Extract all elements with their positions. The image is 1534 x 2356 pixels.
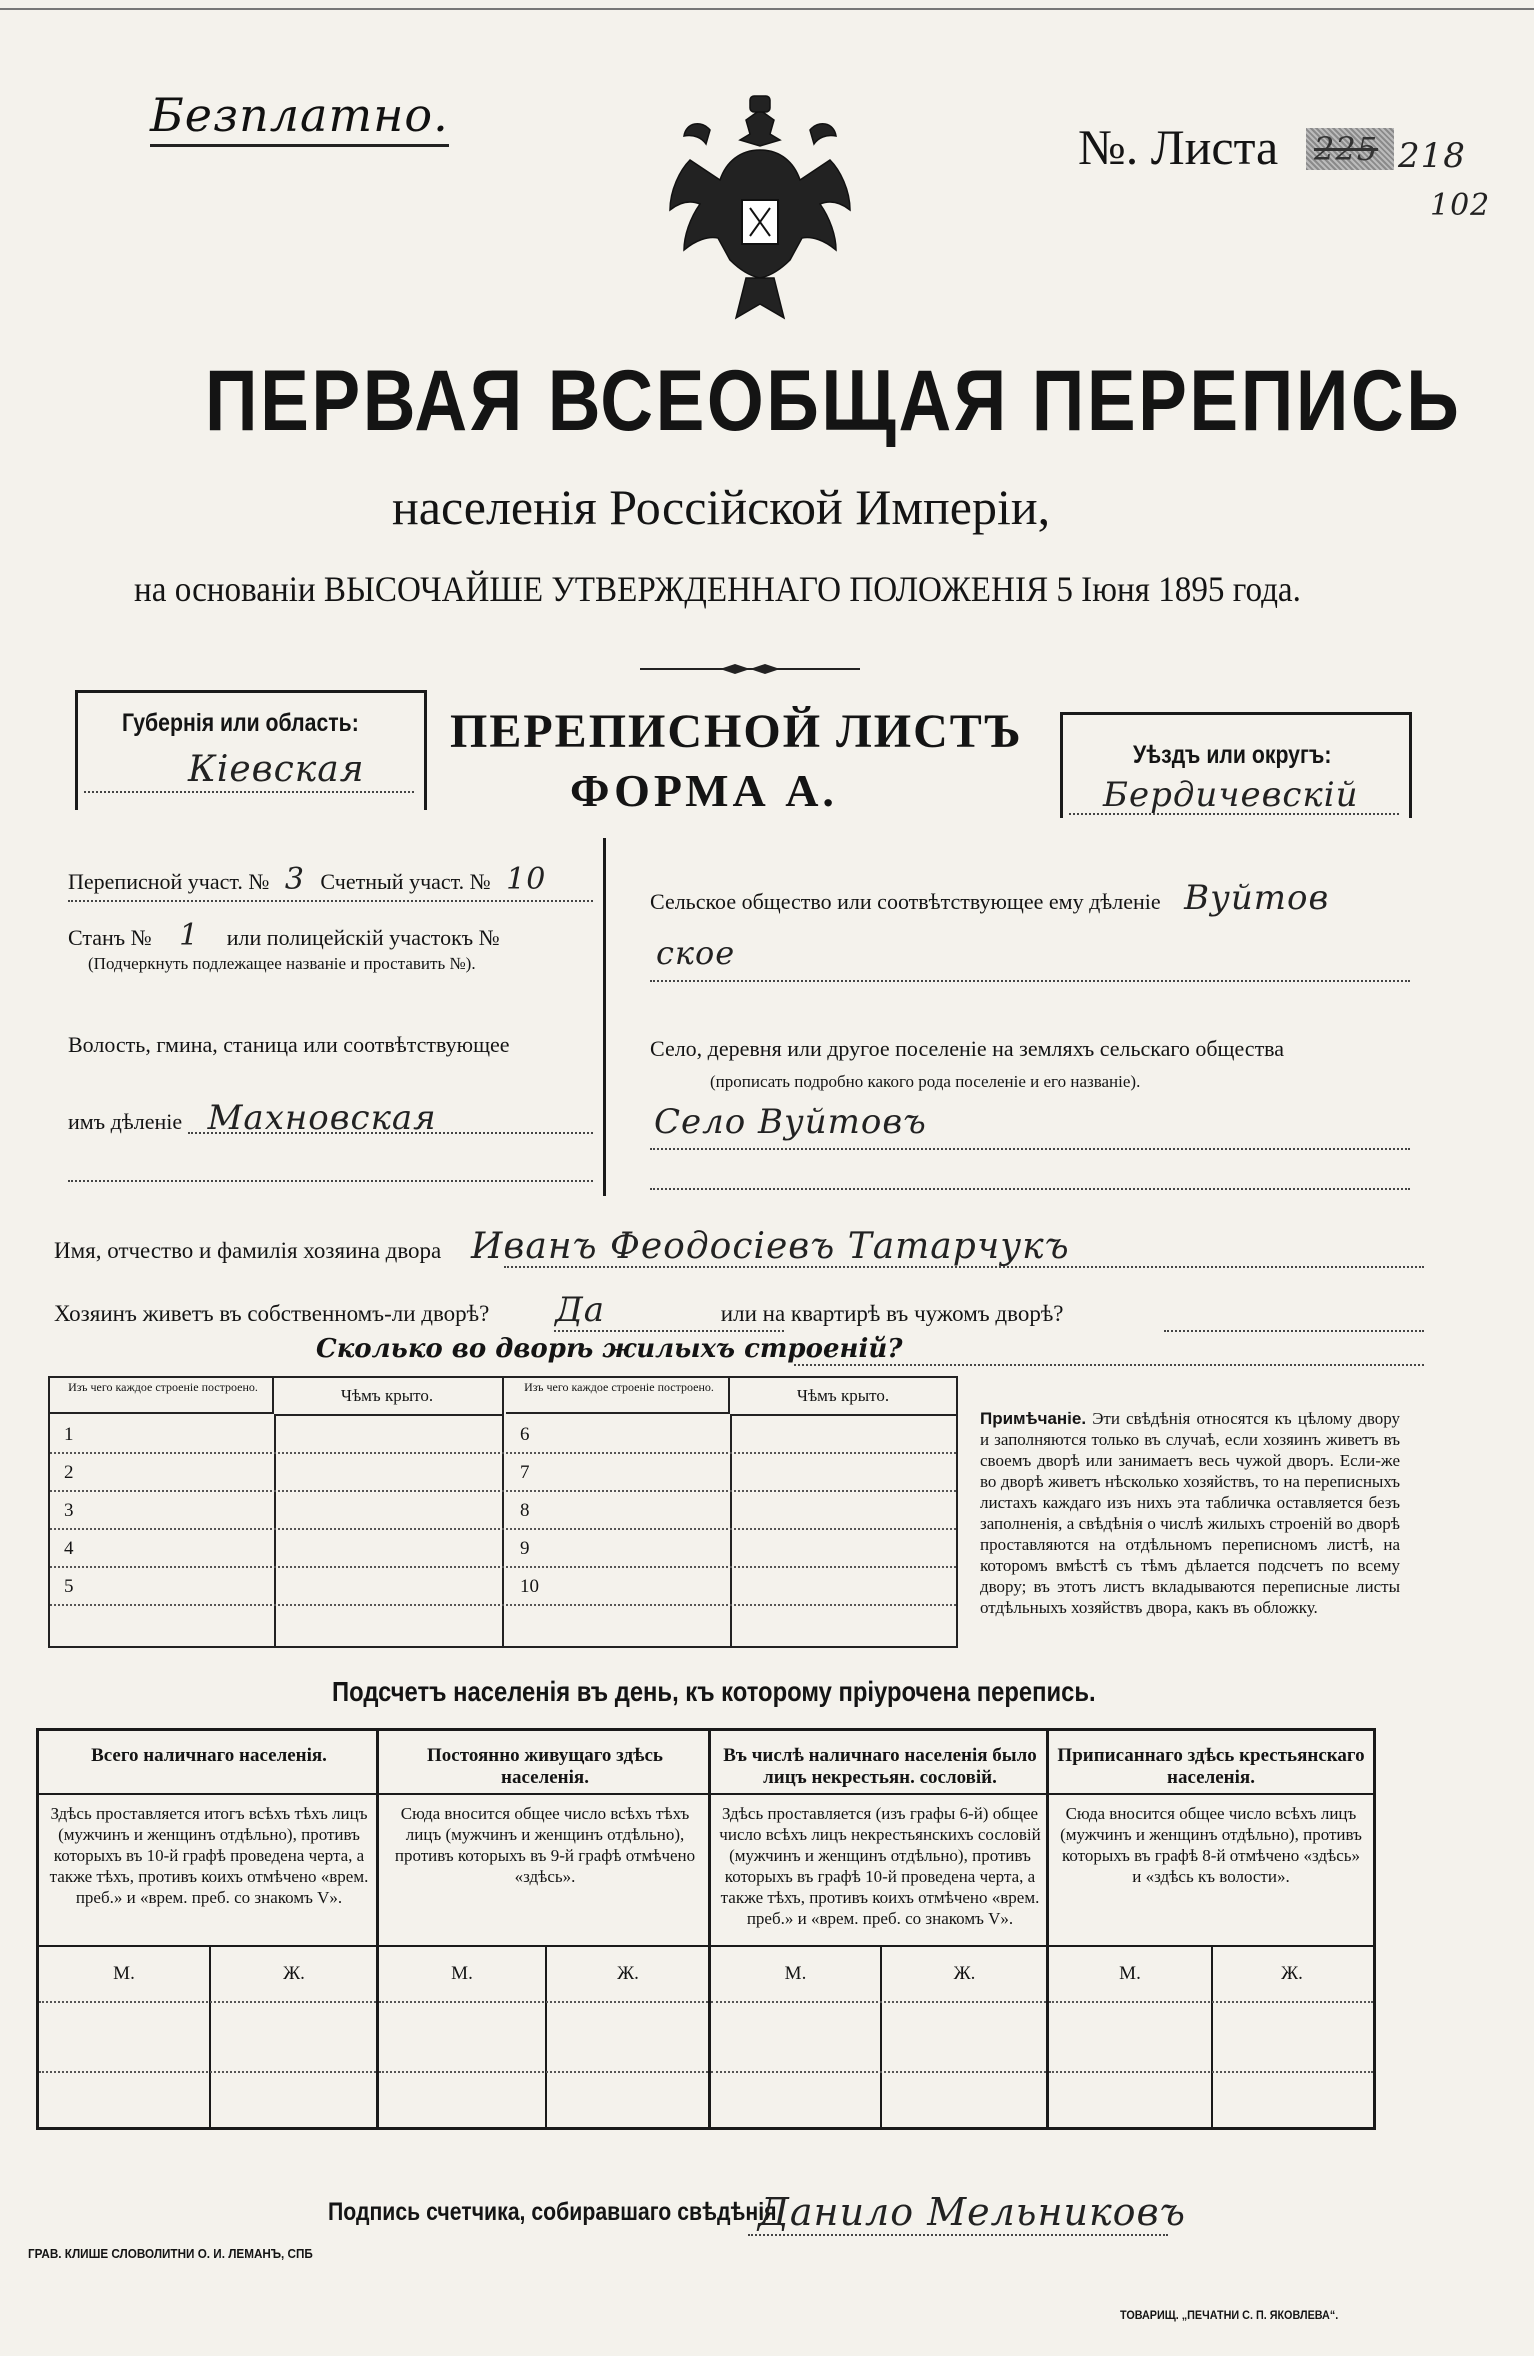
signature-row [328, 2190, 1328, 2250]
population-head-rule [1049, 1793, 1373, 1795]
sheet-number-label: №. Листа [1078, 119, 1279, 175]
male-label: М. [113, 1963, 135, 1984]
note-text: Эти свѣдѣнія относятся къ цѣлому двору и заполняются только въ случаѣ, если хозяинъ живетъ въ своемъ дворѣ или занимаетъ весь чужой дворъ. Если-же во дворѣ живетъ нѣсколько хозяйствъ, то на переписныхъ листахъ каждаго изъ нихъ эта табличка оставляется безъ заполненія, а свѣдѣнія о числѣ жилыхъ строеній во дворѣ проставляются на отдѣльномъ переписномъ листѣ, на которомъ вмѣстѣ съ тѣмъ дѣлается подсчетъ по всему двору; въ этотъ листъ вкладываются переписные листы отдѣльныхъ хозяйствъ двора, какъ въ обложку. [980, 1409, 1401, 1617]
population-column-head: Постоянно живущаго здѣсь населенія. [427, 1745, 663, 1788]
perepis-uchastok-hw: 3 [284, 862, 305, 897]
society-hw: Вуйтов [1184, 878, 1330, 918]
population-table [36, 1728, 1376, 2130]
female-label: Ж. [953, 1963, 976, 1984]
population-title: Подсчетъ населенія въ день, къ которому пріурочена перепись. [332, 1676, 1096, 1707]
signature-label: Подпись счетчика, собиравшаго свѣдѣнія [328, 2198, 777, 2226]
form-title: ПЕРЕПИСНОЙ ЛИСТЪ [450, 705, 1023, 758]
population-mf-rule [711, 1945, 1046, 1947]
society-label: Сельское общество или соотвѣтствующее ему дѣленіе [650, 889, 1161, 914]
uezd-label: Уѣздъ или округъ: [1133, 741, 1332, 769]
free-label: Безплатно. [150, 88, 449, 147]
population-column-head: Въ числѣ наличнаго населенія было лицъ некрестьян. сословій. [723, 1745, 1037, 1788]
note-block [980, 1408, 1400, 1618]
schetny-label: Счетный участ. № [320, 869, 491, 894]
buildings-table [48, 1376, 958, 1648]
population-entry-rule [711, 2001, 1046, 2003]
selo-hw: Село Вуйтовъ [654, 1102, 927, 1142]
building-row-number: 4 [64, 1538, 74, 1559]
owner-name-label: Имя, отчество и фамилія хозяина двора [54, 1238, 442, 1263]
top-edge-line [0, 8, 1534, 10]
building-row-number: 5 [64, 1576, 74, 1597]
owner-name-hw: Иванъ Феодосіевъ Татарчукъ [471, 1226, 1070, 1267]
male-label: М. [1119, 1963, 1141, 1984]
building-row [506, 1454, 956, 1492]
female-label: Ж. [1281, 1963, 1303, 1984]
sheet-number-struck: 225 [1314, 130, 1379, 168]
ornament-divider [640, 662, 860, 674]
volost-hw: Махновская [207, 1098, 437, 1138]
sheet-number-handwritten: 218 [1398, 136, 1466, 176]
population-column-head: Всего наличнаго населенія. [91, 1745, 327, 1766]
buildings-roof-head-right: Чѣмъ крыто. [796, 1386, 890, 1405]
population-column-text: Здѣсь проставляется итогъ всѣхъ тѣхъ лицъ (мужчинъ и женщинъ отдѣльно), противъ которыхъ въ 10-й графѣ проведена черта, а также тѣхъ, противъ коихъ отмѣчено «врем. преб.» и «врем. преб. со знакомъ V». [49, 1804, 369, 1907]
stan-note: (Подчеркнуть подлежащее названіе и проставить №). [88, 954, 476, 973]
subtitle: населенія Россійской Имперіи, [392, 479, 1051, 535]
building-row-number: 9 [520, 1538, 530, 1559]
own-yard-hw: Да [555, 1290, 606, 1330]
fields-divider [603, 838, 606, 1196]
female-label: Ж. [617, 1963, 639, 1984]
building-row [506, 1530, 956, 1568]
left-fields [68, 850, 598, 1190]
building-row-number: 6 [520, 1424, 530, 1445]
population-head-rule [711, 1793, 1046, 1795]
uezd-box [1060, 712, 1412, 818]
male-label: М. [784, 1963, 807, 1984]
buildings-material-head-left: Изъ чего каждое строеніе построено. [68, 1380, 258, 1394]
gubernia-box [75, 690, 427, 810]
population-entry-rule [379, 2071, 708, 2073]
perepis-uchastok-label: Переписной участ. № [68, 869, 270, 894]
schetny-hw: 10 [506, 862, 547, 897]
population-column [39, 1731, 379, 2127]
population-column [711, 1731, 1049, 2127]
population-column [1049, 1731, 1373, 2127]
volost-label: Волость, гмина, станица или соотвѣтствующее [68, 1032, 510, 1057]
population-entry-rule [39, 2071, 376, 2073]
printer-left: ГРАВ. КЛИШЕ СЛОВОЛИТНИ О. И. ЛЕМАНЪ, СПБ [28, 2246, 313, 2261]
population-column-head: Приписаннаго здѣсь крестьянскаго населенія. [1057, 1745, 1365, 1788]
right-fields [650, 850, 1420, 1190]
building-row [50, 1492, 504, 1530]
population-head-rule [39, 1793, 376, 1795]
basis-line: на основаніи ВЫСОЧАЙШЕ УТВЕРЖДЕННАГО ПОЛОЖЕНІЯ 5 Іюня 1895 года. [134, 569, 1301, 609]
gubernia-handwritten: Кіевская [188, 749, 365, 790]
gubernia-label: Губернія или область: [122, 709, 359, 737]
buildings-question: Сколько во дворѣ жилыхъ строеній? [316, 1334, 903, 1364]
population-entry-rule [1049, 2071, 1373, 2073]
selo-note: (прописать подробно какого рода поселеніе и его названіе). [710, 1072, 1141, 1091]
population-entry-rule [1049, 2001, 1373, 2003]
coat-of-arms-emblem [650, 90, 870, 335]
printer-right: ТОВАРИЩ. „ПЕЧАТНИ С. П. ЯКОВЛЕВА“. [1120, 2308, 1339, 2322]
note-title: Примѣчаніе. [980, 1409, 1087, 1428]
stan-hw: 1 [179, 918, 200, 953]
society-hw-2: ское [656, 934, 736, 972]
building-row-number: 3 [64, 1500, 74, 1521]
police-label: или полицейскій участокъ № [226, 925, 500, 950]
owner-block [54, 1200, 1434, 1370]
population-mf-rule [39, 1945, 376, 1947]
building-row-number: 10 [520, 1576, 539, 1597]
population-entry-rule [39, 2001, 376, 2003]
population-head-rule [379, 1793, 708, 1795]
building-row-number: 2 [64, 1462, 74, 1483]
rented-label: или на квартирѣ въ чужомъ дворѣ? [720, 1301, 1064, 1326]
population-column-text: Сюда вносится общее число всѣхъ тѣхъ лицъ (мужчинъ и женщинъ отдѣльно), противъ которыхъ въ 9-й графѣ отмѣчено «здѣсь». [394, 1804, 696, 1886]
uezd-handwritten: Бердичевскій [1103, 775, 1359, 815]
building-row [506, 1492, 956, 1530]
volost-label-2: имъ дѣленіе [68, 1109, 183, 1134]
building-row [50, 1568, 504, 1606]
building-row [506, 1568, 956, 1606]
population-column-text: Сюда вносится общее число всѣхъ лицъ (мужчинъ и женщинъ отдѣльно), противъ которыхъ въ графѣ 8-й отмѣчено «здѣсь» и «здѣсь къ волости». [1060, 1804, 1362, 1886]
male-label: М. [451, 1963, 473, 1984]
selo-label: Село, деревня или другое поселеніе на земляхъ сельскаго общества [650, 1036, 1285, 1061]
buildings-material-head-right: Изъ чего каждое строеніе построено. [524, 1380, 714, 1394]
buildings-roof-head-left: Чѣмъ крыто. [340, 1386, 434, 1405]
building-row [50, 1530, 504, 1568]
signature-handwritten: Данило Мельниковъ [758, 2190, 1187, 2234]
population-column-text: Здѣсь проставляется (изъ графы 6-й) общее число всѣхъ лицъ некрестьянскихъ сословій (мужчинъ и женщинъ отдѣльно), противъ которыхъ въ графѣ 10-й проведена черта, а также тѣхъ, противъ коихъ отмѣчено «врем. преб.» и «врем. преб. со знакомъ V». [719, 1804, 1041, 1928]
population-entry-rule [711, 2071, 1046, 2073]
female-label: Ж. [283, 1963, 305, 1984]
corner-note-handwritten: 102 [1430, 188, 1491, 223]
form-letter: ФОРМА А. [570, 765, 838, 816]
own-yard-label: Хозяинъ живетъ въ собственномъ-ли дворѣ? [54, 1301, 490, 1326]
building-row [506, 1416, 956, 1454]
main-title: ПЕРВАЯ ВСЕОБЩАЯ ПЕРЕПИСЬ [205, 353, 1462, 449]
population-entry-rule [379, 2001, 708, 2003]
building-row-number: 1 [64, 1424, 74, 1445]
gubernia-line [84, 791, 414, 793]
population-column [379, 1731, 711, 2127]
building-row-number: 7 [520, 1462, 530, 1483]
building-row-number: 8 [520, 1500, 530, 1521]
stan-label: Станъ № [68, 925, 152, 950]
building-row [50, 1416, 504, 1454]
building-row [50, 1454, 504, 1492]
population-mf-rule [379, 1945, 708, 1947]
